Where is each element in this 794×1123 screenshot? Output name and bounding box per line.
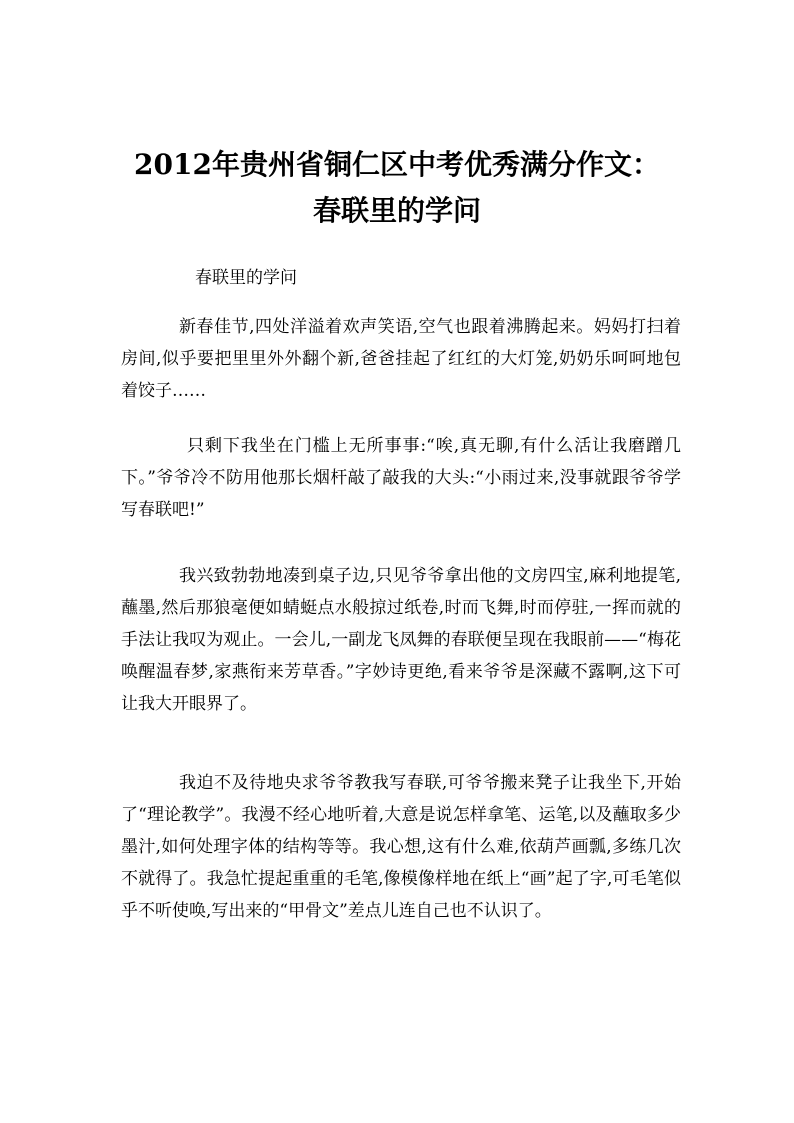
document-title-line-2: 春联里的学问 (312, 194, 481, 227)
paragraph-2: 只剩下我坐在门槛上无所事事:“唉,真无聊,有什么活让我磨蹭几下。”爷爷冷不防用他那长烟杆敲了敲我的大头:“小雨过来,没事就跟爷爷学写春联吧!” (121, 436, 681, 520)
essay-subtitle: 春联里的学问 (195, 268, 297, 288)
paragraph-4: 我迫不及待地央求爷爷教我写春联,可爷爷搬来凳子让我坐下,开始了“理论教学”。我漫不经心地听着,大意是说怎样拿笔、运笔,以及蘸取多少墨汁,如何处理字体的结构等等。我心想,这有什么难,依葫芦画瓢,多练几次不就得了。我急忙提起重重的毛笔,像模像样地在纸上“画”起了字,可毛笔似乎不听使唤,写出来的“甲骨文”差点儿连自己也不认识了。 (121, 773, 681, 921)
paragraph-3: 我兴致勃勃地凑到桌子边,只见爷爷拿出他的文房四宝,麻利地提笔,蘸墨,然后那狼毫便如蜻蜓点水般掠过纸卷,时而飞舞,时而停驻,一挥而就的手法让我叹为观止。一会儿,一副龙飞凤舞的春联便呈现在我眼前——“梅花唤醒温春梦,家燕衔来芳草香。”字妙诗更绝,看来爷爷是深藏不露啊,这下可让我大开眼界了。 (121, 566, 681, 714)
paragraph-1: 新春佳节,四处洋溢着欢声笑语,空气也跟着沸腾起来。妈妈打扫着房间,似乎要把里里外外翻个新,爸爸挂起了红红的大灯笼,奶奶乐呵呵地包着饺子…… (121, 317, 681, 401)
document-title-line-1: 2012年贵州省铜仁区中考优秀满分作文： (134, 148, 660, 181)
